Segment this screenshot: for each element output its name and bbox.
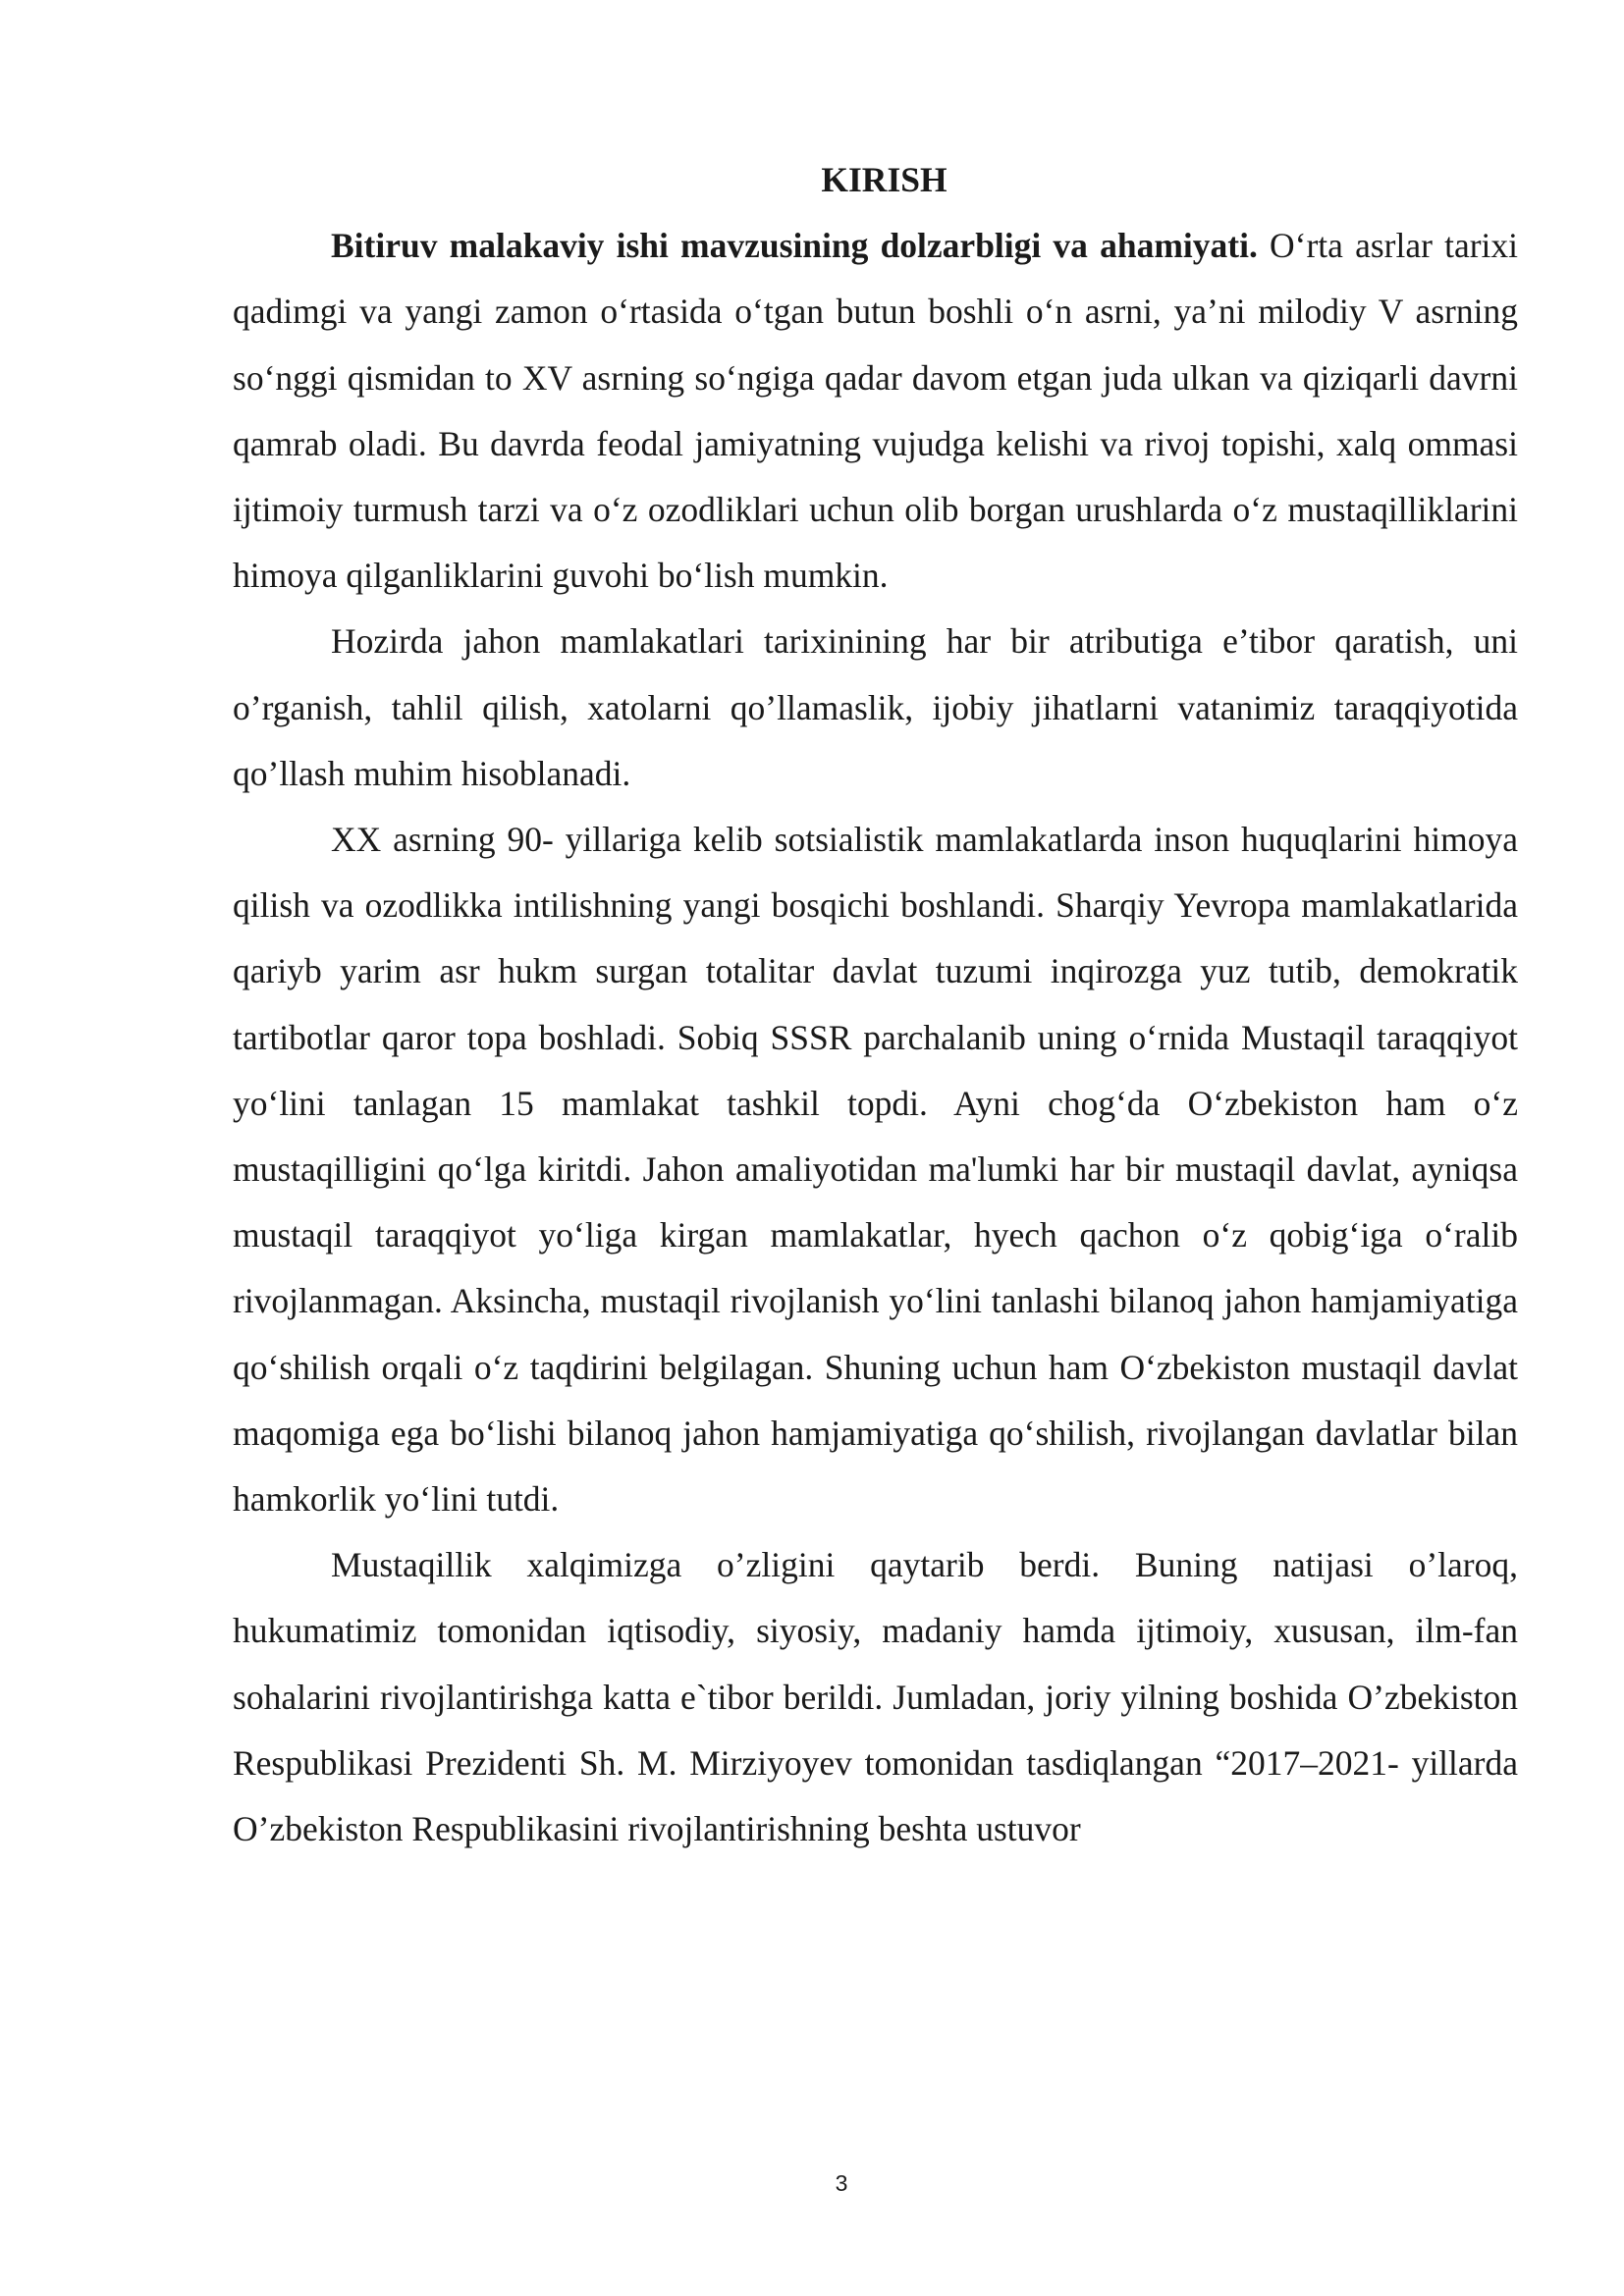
paragraph-lead-bold: Bitiruv malakaviy ishi mavzusining dolzarbligi va ahamiyati. [331,226,1258,266]
paragraph-3 [233,807,1518,1532]
paragraph-2 [233,609,1518,807]
paragraph-text: Mustaqillik xalqimizga o’zligini qaytarib berdi. Buning natijasi o’laroq, hukumatimiz tomonidan iqtisodiy, siyosiy, madaniy hamda ijtimoiy, xususan, ilm-fan sohalarini rivojlantirishga katta e`tibor berildi. Jumladan, joriy yilning boshida O’zbekiston Respublikasi Prezidenti Sh. M. Mirziyoyev tomonidan tasdiqlangan “2017–2021- yillarda O’zbekiston Respublikasini rivojlantirishning beshta ustuvor [233,1545,1518,1849]
page-body [233,147,1518,1862]
section-heading: KIRISH [821,160,947,199]
paragraph-text: Hozirda jahon mamlakatlari tarixinining har bir atributiga e’tibor qaratish, uni o’rganish, tahlil qilish, xatolarni qo’llamaslik, ijobiy jihatlarni vatanimiz taraqqiyotida qo’llash muhim hisoblanadi. [233,621,1518,793]
paragraph-1 [233,213,1518,609]
paragraph-4 [233,1532,1518,1862]
paragraph-text: O‘rta asrlar tarixi qadimgi va yangi zamon o‘rtasida o‘tgan butun boshli o‘n asrni, ya’ni milodiy V asrning so‘nggi qismidan to XV asrning so‘ngiga qadar davom etgan juda ulkan va qiziqarli davrni qamrab oladi. Bu davrda feodal jamiyatning vujudga kelishi va rivoj topishi, xalq ommasi ijtimoiy turmush tarzi va o‘z ozodliklari uchun olib borgan urushlarda o‘z mustaqilliklarini himoya qilganliklarini guvohi bo‘lish mumkin. [233,226,1518,596]
page-number: 3 [835,2170,848,2196]
paragraph-text: XX asrning 90- yillariga kelib sotsialistik mamlakatlarda inson huquqlarini himoya qilish va ozodlikka intilishning yangi bosqichi boshlandi. Sharqiy Yevropa mamlakatlarida qariyb yarim asr hukm surgan totalitar davlat tuzumi inqirozga yuz tutib, demokratik tartibotlar qaror topa boshladi. Sobiq SSSR parchalanib uning o‘rnida Mustaqil taraqqiyot yo‘lini tanlagan 15 mamlakat tashkil topdi. Ayni chog‘da O‘zbekiston ham o‘z mustaqilligini qo‘lga kiritdi. Jahon amaliyotidan ma'lumki har bir mustaqil davlat, ayniqsa mustaqil taraqqiyot yo‘liga kirgan mamlakatlar, hyech qachon o‘z qobig‘iga o‘ralib rivojlanmagan. Aksincha, mustaqil rivojlanish yo‘lini tanlashi bilanoq jahon hamjamiyatiga qo‘shilish orqali o‘z taqdirini belgilagan. Shuning uchun ham O‘zbekiston mustaqil davlat maqomiga ega bo‘lishi bilanoq jahon hamjamiyatiga qo‘shilish, rivojlangan davlatlar bilan hamkorlik yo‘lini tutdi. [233,820,1518,1520]
